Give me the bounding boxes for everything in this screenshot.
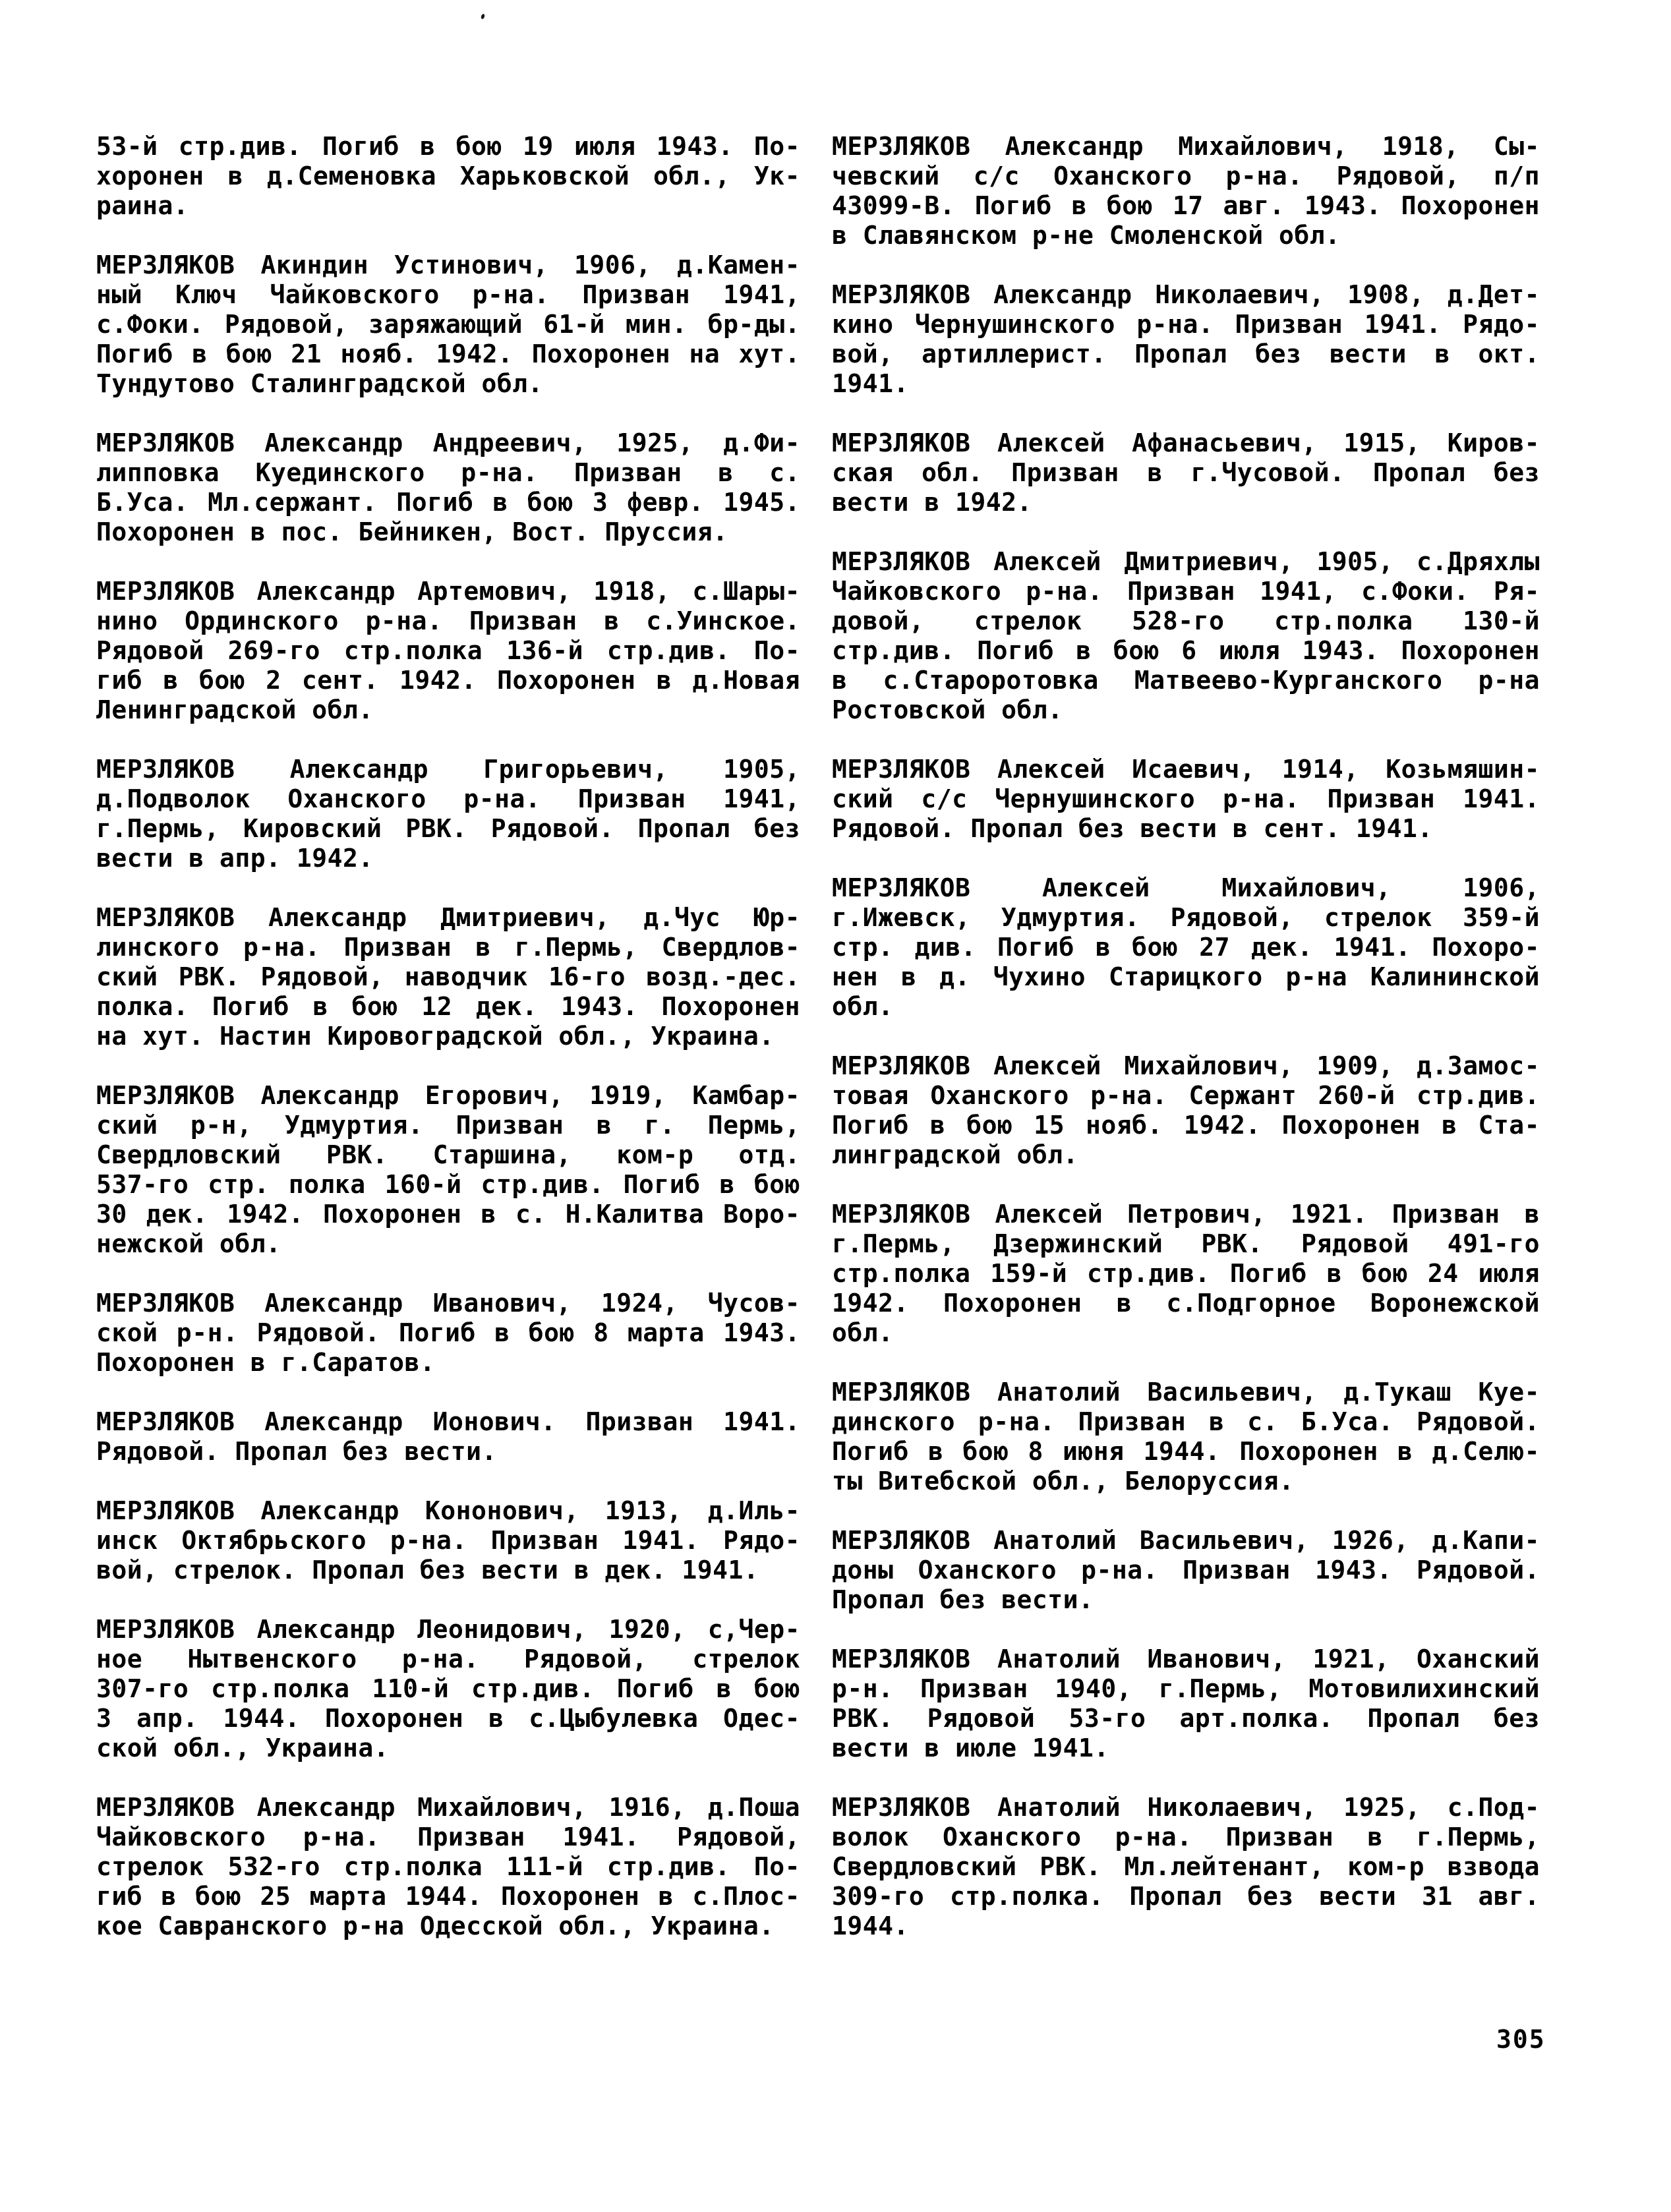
entry-line: г.Пермь, Дзержинский РВК. Рядовой 491-го (832, 1229, 1540, 1258)
entry-line: в с.Староротовка Матвеево-Курганского р-на (832, 666, 1540, 695)
entry-line: МЕРЗЛЯКОВ Александр Михайлович, 1918, Сы- (832, 132, 1540, 161)
entry-line: Пропал без вести. (832, 1585, 1094, 1614)
memorial-entry (96, 428, 800, 547)
entry-line: Погиб в бою 8 июня 1944. Похоронен в д.Селю- (832, 1437, 1540, 1466)
entry-line: нежской обл. (96, 1229, 281, 1258)
entry-line: 1942. Похоронен в с.Подгорное Воронежской (832, 1289, 1540, 1318)
entry-line: Похоронен в г.Саратов. (96, 1348, 436, 1377)
entry-line: МЕРЗЛЯКОВ Алексей Михайлович, 1909, д.Замос- (832, 1051, 1540, 1080)
entry-line: 1944. (832, 1911, 909, 1940)
entry-line: Рядовой 269-го стр.полка 136-й стр.див. По- (96, 636, 800, 665)
memorial-entry (832, 1200, 1540, 1348)
entry-line: ты Витебской обл., Белоруссия. (832, 1467, 1295, 1496)
entry-line: МЕРЗЛЯКОВ Александр Артемович, 1918, с.Шары- (96, 577, 800, 606)
memorial-entry (96, 1615, 800, 1763)
entry-line: МЕРЗЛЯКОВ Алексей Афанасьевич, 1915, Киров- (832, 428, 1540, 457)
entry-line: обл. (832, 1318, 894, 1347)
entry-line: МЕРЗЛЯКОВ Алексей Дмитриевич, 1905, с.Дряхлы (832, 547, 1540, 576)
memorial-entry (832, 547, 1540, 725)
entry-line: гиб в бою 25 марта 1944. Похоронен в с.Плос- (96, 1882, 800, 1911)
entry-line: вести в июле 1941. (832, 1733, 1109, 1762)
entry-line: стр.див. Погиб в бою 6 июля 1943. Похоронен (832, 636, 1540, 665)
entry-line: липповка Куединского р-на. Призван в с. (96, 458, 800, 487)
memorial-entry (832, 873, 1540, 1022)
entry-line: Рядовой. Пропал без вести. (96, 1437, 497, 1466)
memorial-entry (832, 755, 1540, 844)
entry-line: доны Оханского р-на. Призван 1943. Рядовой. (832, 1556, 1540, 1585)
entry-line: в Славянском р-не Смоленской обл. (832, 221, 1341, 250)
memorial-entry (96, 577, 800, 725)
entry-line: с.Фоки. Рядовой, заряжающий 61-й мин. бр-ды. (96, 310, 800, 339)
entry-line: вой, артиллерист. Пропал без вести в окт. (832, 339, 1540, 368)
entry-line: полка. Погиб в бою 12 дек. 1943. Похоронен (96, 992, 800, 1021)
entry-line: МЕРЗЛЯКОВ Александр Егорович, 1919, Камбар- (96, 1081, 800, 1110)
entry-line: линградской обл. (832, 1140, 1079, 1169)
entry-line: вести в 1942. (832, 488, 1032, 517)
memorial-entry (832, 1051, 1540, 1170)
entry-line: волок Оханского р-на. Призван в г.Пермь, (832, 1822, 1540, 1851)
entry-line: кое Савранского р-на Одесской обл., Украина. (96, 1911, 775, 1940)
entry-line: раина. (96, 191, 189, 220)
entry-line: кино Чернушинского р-на. Призван 1941. Рядо- (832, 310, 1540, 339)
entry-line: 537-го стр. полка 160-й стр.див. Погиб в бою (96, 1170, 800, 1199)
entry-line: 43099-В. Погиб в бою 17 авг. 1943. Похоронен (832, 191, 1540, 220)
entry-line: Свердловский РВК. Старшина, ком-р отд. (96, 1140, 800, 1169)
entry-line: ский с/с Чернушинского р-на. Призван 1941. (832, 784, 1540, 813)
entry-line: МЕРЗЛЯКОВ Александр Ионович. Призван 1941. (96, 1407, 800, 1436)
entry-line: хоронен в д.Семеновка Харьковской обл., Ук- (96, 161, 800, 190)
entry-line: ное Нытвенского р-на. Рядовой, стрелок (96, 1644, 800, 1674)
column-left (96, 132, 800, 1941)
memorial-entry (832, 1526, 1540, 1615)
entry-line: Погиб в бою 15 нояб. 1942. Похоронен в Ста- (832, 1111, 1540, 1140)
entry-line: нино Ординского р-на. Призван в с.Уинское. (96, 606, 800, 635)
page-number: 305 (1496, 2025, 1546, 2054)
entry-line: Чайковского р-на. Призван 1941. Рядовой, (96, 1822, 800, 1851)
entry-line: Тундутово Сталинградской обл. (96, 369, 543, 398)
entry-line: довой, стрелок 528-го стр.полка 130-й (832, 606, 1540, 635)
entry-line: на хут. Настин Кировоградской обл., Украина. (96, 1022, 775, 1051)
memorial-entry (96, 1496, 800, 1585)
entry-line: МЕРЗЛЯКОВ Александр Андреевич, 1925, д.Фи- (96, 428, 800, 457)
entry-line: нен в д. Чухино Старицкого р-на Калининской (832, 962, 1540, 991)
entry-line: МЕРЗЛЯКОВ Александр Дмитриевич, д.Чус Юр- (96, 903, 800, 932)
entry-line: 309-го стр.полка. Пропал без вести 31 авг. (832, 1882, 1540, 1911)
entry-line: Ленинградской обл. (96, 695, 374, 724)
memorial-entry (832, 1378, 1540, 1496)
entry-line: МЕРЗЛЯКОВ Александр Иванович, 1924, Чусов- (96, 1289, 800, 1318)
entry-line: МЕРЗЛЯКОВ Александр Михайлович, 1916, д.Поша (96, 1793, 800, 1822)
entry-line: г.Пермь, Кировский РВК. Рядовой. Пропал без (96, 814, 800, 843)
entry-line: 53-й стр.див. Погиб в бою 19 июля 1943. По- (96, 132, 800, 161)
entry-line: ской р-н. Рядовой. Погиб в бою 8 марта 1943. (96, 1318, 800, 1347)
entry-line: инск Октябрьского р-на. Призван 1941. Рядо- (96, 1526, 800, 1555)
memorial-entry (832, 428, 1540, 517)
entry-line: стр.полка 159-й стр.див. Погиб в бою 24 июля (832, 1259, 1540, 1288)
entry-line: 3 апр. 1944. Похоронен в с.Цыбулевка Одес- (96, 1704, 800, 1733)
entry-line: вести в апр. 1942. (96, 844, 374, 873)
entry-line: линского р-на. Призван в г.Пермь, Свердлов- (96, 933, 800, 962)
memorial-entry (96, 755, 800, 873)
entry-line: МЕРЗЛЯКОВ Анатолий Васильевич, д.Тукаш Куе- (832, 1378, 1540, 1407)
entry-line: ская обл. Призван в г.Чусовой. Пропал без (832, 458, 1540, 487)
memorial-entry (96, 250, 800, 399)
entry-line: вой, стрелок. Пропал без вести в дек. 1941. (96, 1556, 759, 1585)
entry-line: стрелок 532-го стр.полка 111-й стр.див. По- (96, 1852, 800, 1881)
entry-line: Ростовской обл. (832, 695, 1063, 724)
entry-line: ской обл., Украина. (96, 1733, 390, 1762)
memorial-entry (96, 1289, 800, 1378)
memorial-entry (96, 1407, 800, 1467)
memorial-entry (96, 132, 800, 221)
memorial-entry (96, 1081, 800, 1259)
entry-line: чевский с/с Оханского р-на. Рядовой, п/п (832, 161, 1540, 190)
entry-line: стр. див. Погиб в бою 27 дек. 1941. Похоро- (832, 933, 1540, 962)
entry-line: Погиб в бою 21 нояб. 1942. Похоронен на хут. (96, 339, 800, 368)
entry-line: МЕРЗЛЯКОВ Анатолий Иванович, 1921, Оханский (832, 1644, 1540, 1674)
entry-line: МЕРЗЛЯКОВ Акиндин Устинович, 1906, д.Камен- (96, 250, 800, 279)
entry-line: МЕРЗЛЯКОВ Александр Кононович, 1913, д.Иль- (96, 1496, 800, 1525)
entry-line: ный Ключ Чайковского р-на. Призван 1941, (96, 280, 800, 309)
entry-line: д.Подволок Оханского р-на. Призван 1941, (96, 784, 800, 813)
entry-line: обл. (832, 992, 894, 1021)
entry-line: МЕРЗЛЯКОВ Анатолий Николаевич, 1925, с.Под- (832, 1793, 1540, 1822)
entry-line: ский РВК. Рядовой, наводчик 16-го возд.-дес. (96, 962, 800, 991)
memorial-entry (832, 280, 1540, 399)
column-right (832, 132, 1540, 1941)
entry-line: 1941. (832, 369, 909, 398)
entry-line: МЕРЗЛЯКОВ Александр Григорьевич, 1905, (96, 755, 800, 784)
entry-line: МЕРЗЛЯКОВ Алексей Исаевич, 1914, Козьмяшин- (832, 755, 1540, 784)
entry-line: 307-го стр.полка 110-й стр.див. Погиб в бою (96, 1674, 800, 1703)
entry-line: динского р-на. Призван в с. Б.Уса. Рядовой. (832, 1407, 1540, 1436)
entry-line: МЕРЗЛЯКОВ Анатолий Васильевич, 1926, д.Капи- (832, 1526, 1540, 1555)
entry-line: РВК. Рядовой 53-го арт.полка. Пропал без (832, 1704, 1540, 1733)
entry-line: товая Оханского р-на. Сержант 260-й стр.див. (832, 1081, 1540, 1110)
entry-line: ский р-н, Удмуртия. Призван в г. Пермь, (96, 1111, 800, 1140)
entry-line: г.Ижевск, Удмуртия. Рядовой, стрелок 359-й (832, 903, 1540, 932)
entry-line: МЕРЗЛЯКОВ Александр Леонидович, 1920, с,Чер- (96, 1615, 800, 1644)
entry-line: Б.Уса. Мл.сержант. Погиб в бою 3 февр. 1945. (96, 488, 800, 517)
entry-line: р-н. Призван 1940, г.Пермь, Мотовилихинский (832, 1674, 1540, 1703)
memorial-entry (96, 903, 800, 1051)
memorial-entry (832, 1793, 1540, 1941)
entry-line: 30 дек. 1942. Похоронен в с. Н.Калитва Воро- (96, 1200, 800, 1229)
entry-line: Рядовой. Пропал без вести в сент. 1941. (832, 814, 1433, 843)
entry-line: МЕРЗЛЯКОВ Александр Николаевич, 1908, д.Дет- (832, 280, 1540, 309)
entry-line: гиб в бою 2 сент. 1942. Похоронен в д.Новая (96, 666, 800, 695)
entry-line: МЕРЗЛЯКОВ Алексей Михайлович, 1906, (832, 873, 1540, 902)
entry-line: Свердловский РВК. Мл.лейтенант, ком-р взвода (832, 1852, 1540, 1881)
scan-speck (481, 13, 485, 19)
memorial-entry (832, 1644, 1540, 1763)
entry-line: Похоронен в пос. Бейникен, Вост. Пруссия. (96, 517, 728, 546)
entry-line: Чайковского р-на. Призван 1941, с.Фоки. Ря- (832, 577, 1540, 606)
entry-line: МЕРЗЛЯКОВ Алексей Петрович, 1921. Призван в (832, 1200, 1540, 1229)
memorial-entry (832, 132, 1540, 250)
memorial-entry (96, 1793, 800, 1941)
